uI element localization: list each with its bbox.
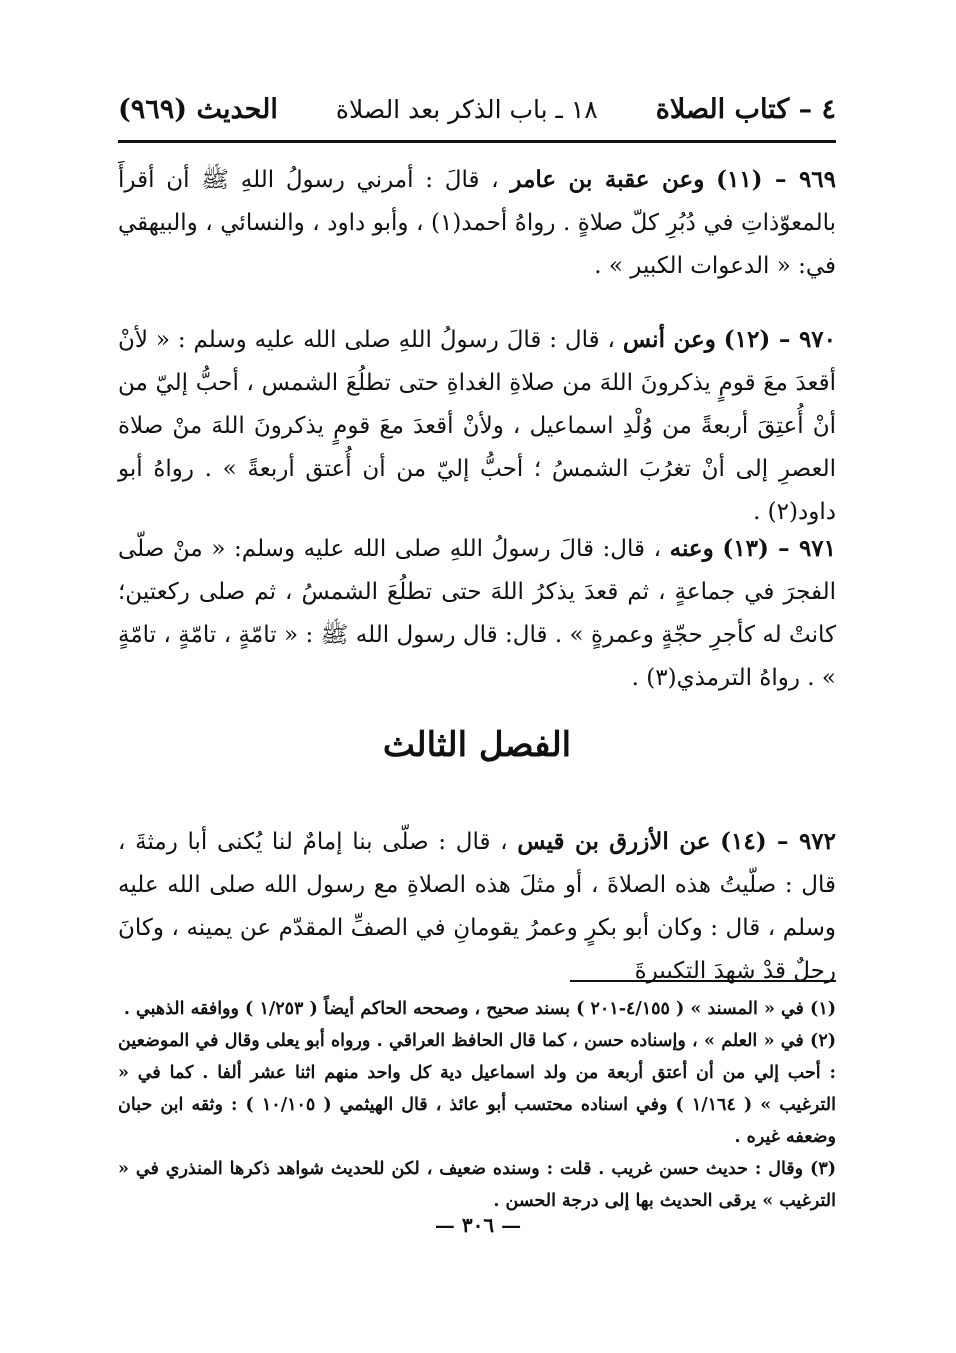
footnote-1: (١) في « المسند » ( ٤/١٥٥-٢٠١ ) بسند صحيح ، وصححه الحاكم أيضاً ( ١/٢٥٣ ) ووافقه الذهبي .: [123, 999, 836, 1019]
header-hadith-range: الحديث (٩٦٩): [118, 93, 278, 125]
hadith-number: ٩٧٢ – (١٤): [720, 828, 836, 855]
hadith-text: ، قالَ : أمرني رسولُ اللهِ ﷺ أن أقرأَ بالمعوّذاتِ في دُبُرِ كلّ صلاةٍ . رواهُ أحمد(١) ، وأبو داود ، والنسائي ، والبيهقي في: « الدعوات الكبير » .: [118, 167, 836, 279]
section-title: الفصل الثالث: [382, 725, 572, 765]
hadith-text: ، قال: قالَ رسولُ اللهِ صلى الله عليه وسلم: « منْ صلّى الفجرَ في جماعةٍ ، ثم قعدَ يذكرُ اللهَ حتى تطلُعَ الشمسُ ، ثم صلى ركعتين؛ كانتْ له كأجرِ حجّةٍ وعمرةٍ » . قال: قال رسول الله ﷺ : « تامّةٍ ، تامّةٍ ، تامّةٍ » . رواهُ الترمذي(٣) .: [118, 536, 836, 691]
hadith-text: ، قال : قالَ رسولُ اللهِ صلى الله عليه وسلم : « لأنْ أقعدَ معَ قومٍ يذكرونَ اللهَ من صلاةِ الغداةِ حتى تطلُعَ الشمس ، أحبُّ إليّ من أنْ أُعتِقَ أربعةً من وُلْدِ اسماعيل ، ولأنْ أقعدَ معَ قومٍ يذكرونَ اللهَ منْ صلاة العصرِ إلى أنْ تغرُبَ الشمسُ ؛ أحبُّ إليّ من أن أُعتق أربعةً » . رواهُ أبو داود(٢) .: [118, 327, 836, 525]
hadith-969: [118, 158, 836, 288]
hadith-source: عن الأزرق بن قيس: [517, 828, 711, 855]
footnote-2: (٢) في « العلم » ، وإسناده حسن ، كما قال الحافظ العراقي . ورواه أبو يعلى وقال في الموضعين : أحب إلي من أن أعتق أربعة من ولد اسماعيل دية كل واحد منهم اثنا عشر ألفا . كما في « الترغيب » ( ١/١٦٤ ) وفي اسناده محتسب أبو عائذ ، قال الهيثمي ( ١٠/١٠٥ ) : وثقه ابن حبان وضعفه غيره .: [118, 1031, 836, 1147]
page-number: — ٣٠٦ —: [434, 1213, 522, 1237]
hadith-971: [118, 527, 836, 700]
hadith-970: [118, 318, 836, 534]
footnote-3: (٣) وقال : حديث حسن غريب . قلت : وسنده ضعيف ، لكن للحديث شواهد ذكرها المنذري في « الترغيب » يرقى الحديث بها إلى درجة الحسن .: [118, 1159, 836, 1211]
footnotes: [118, 993, 836, 1217]
hadith-number: ٩٧١ – (١٣): [722, 535, 837, 562]
hadith-source: وعنه: [669, 535, 714, 562]
hadith-number: ٩٦٩ – (١١): [716, 166, 836, 193]
hadith-972: [118, 820, 836, 993]
hadith-source: وعن عقبة بن عامر: [510, 166, 705, 193]
header-chapter: ٤ – كتاب الصلاة: [655, 93, 836, 125]
hadith-text: ، قال : صلّى بنا إمامٌ لنا يُكنى أبا رمثةَ ، قال : صلّيتُ هذه الصلاةَ ، أو مثلَ هذه الصلاةِ مع رسول الله صلى الله عليه وسلم ، قال : وكان أبو بكرٍ وعمرُ يقومانِ في الصفِّ المقدّم عن يمينه ، وكانَ رجلٌ قدْ شهدَ التكبيرةَ: [118, 829, 836, 984]
hadith-source: وعن أنس: [622, 326, 716, 353]
footnote-rule: [570, 980, 836, 982]
running-header: [118, 86, 836, 132]
hadith-number: ٩٧٠ – (١٢): [723, 326, 837, 353]
header-rule: [118, 140, 836, 143]
header-section: ١٨ ـ باب الذكر بعد الصلاة: [335, 94, 598, 124]
